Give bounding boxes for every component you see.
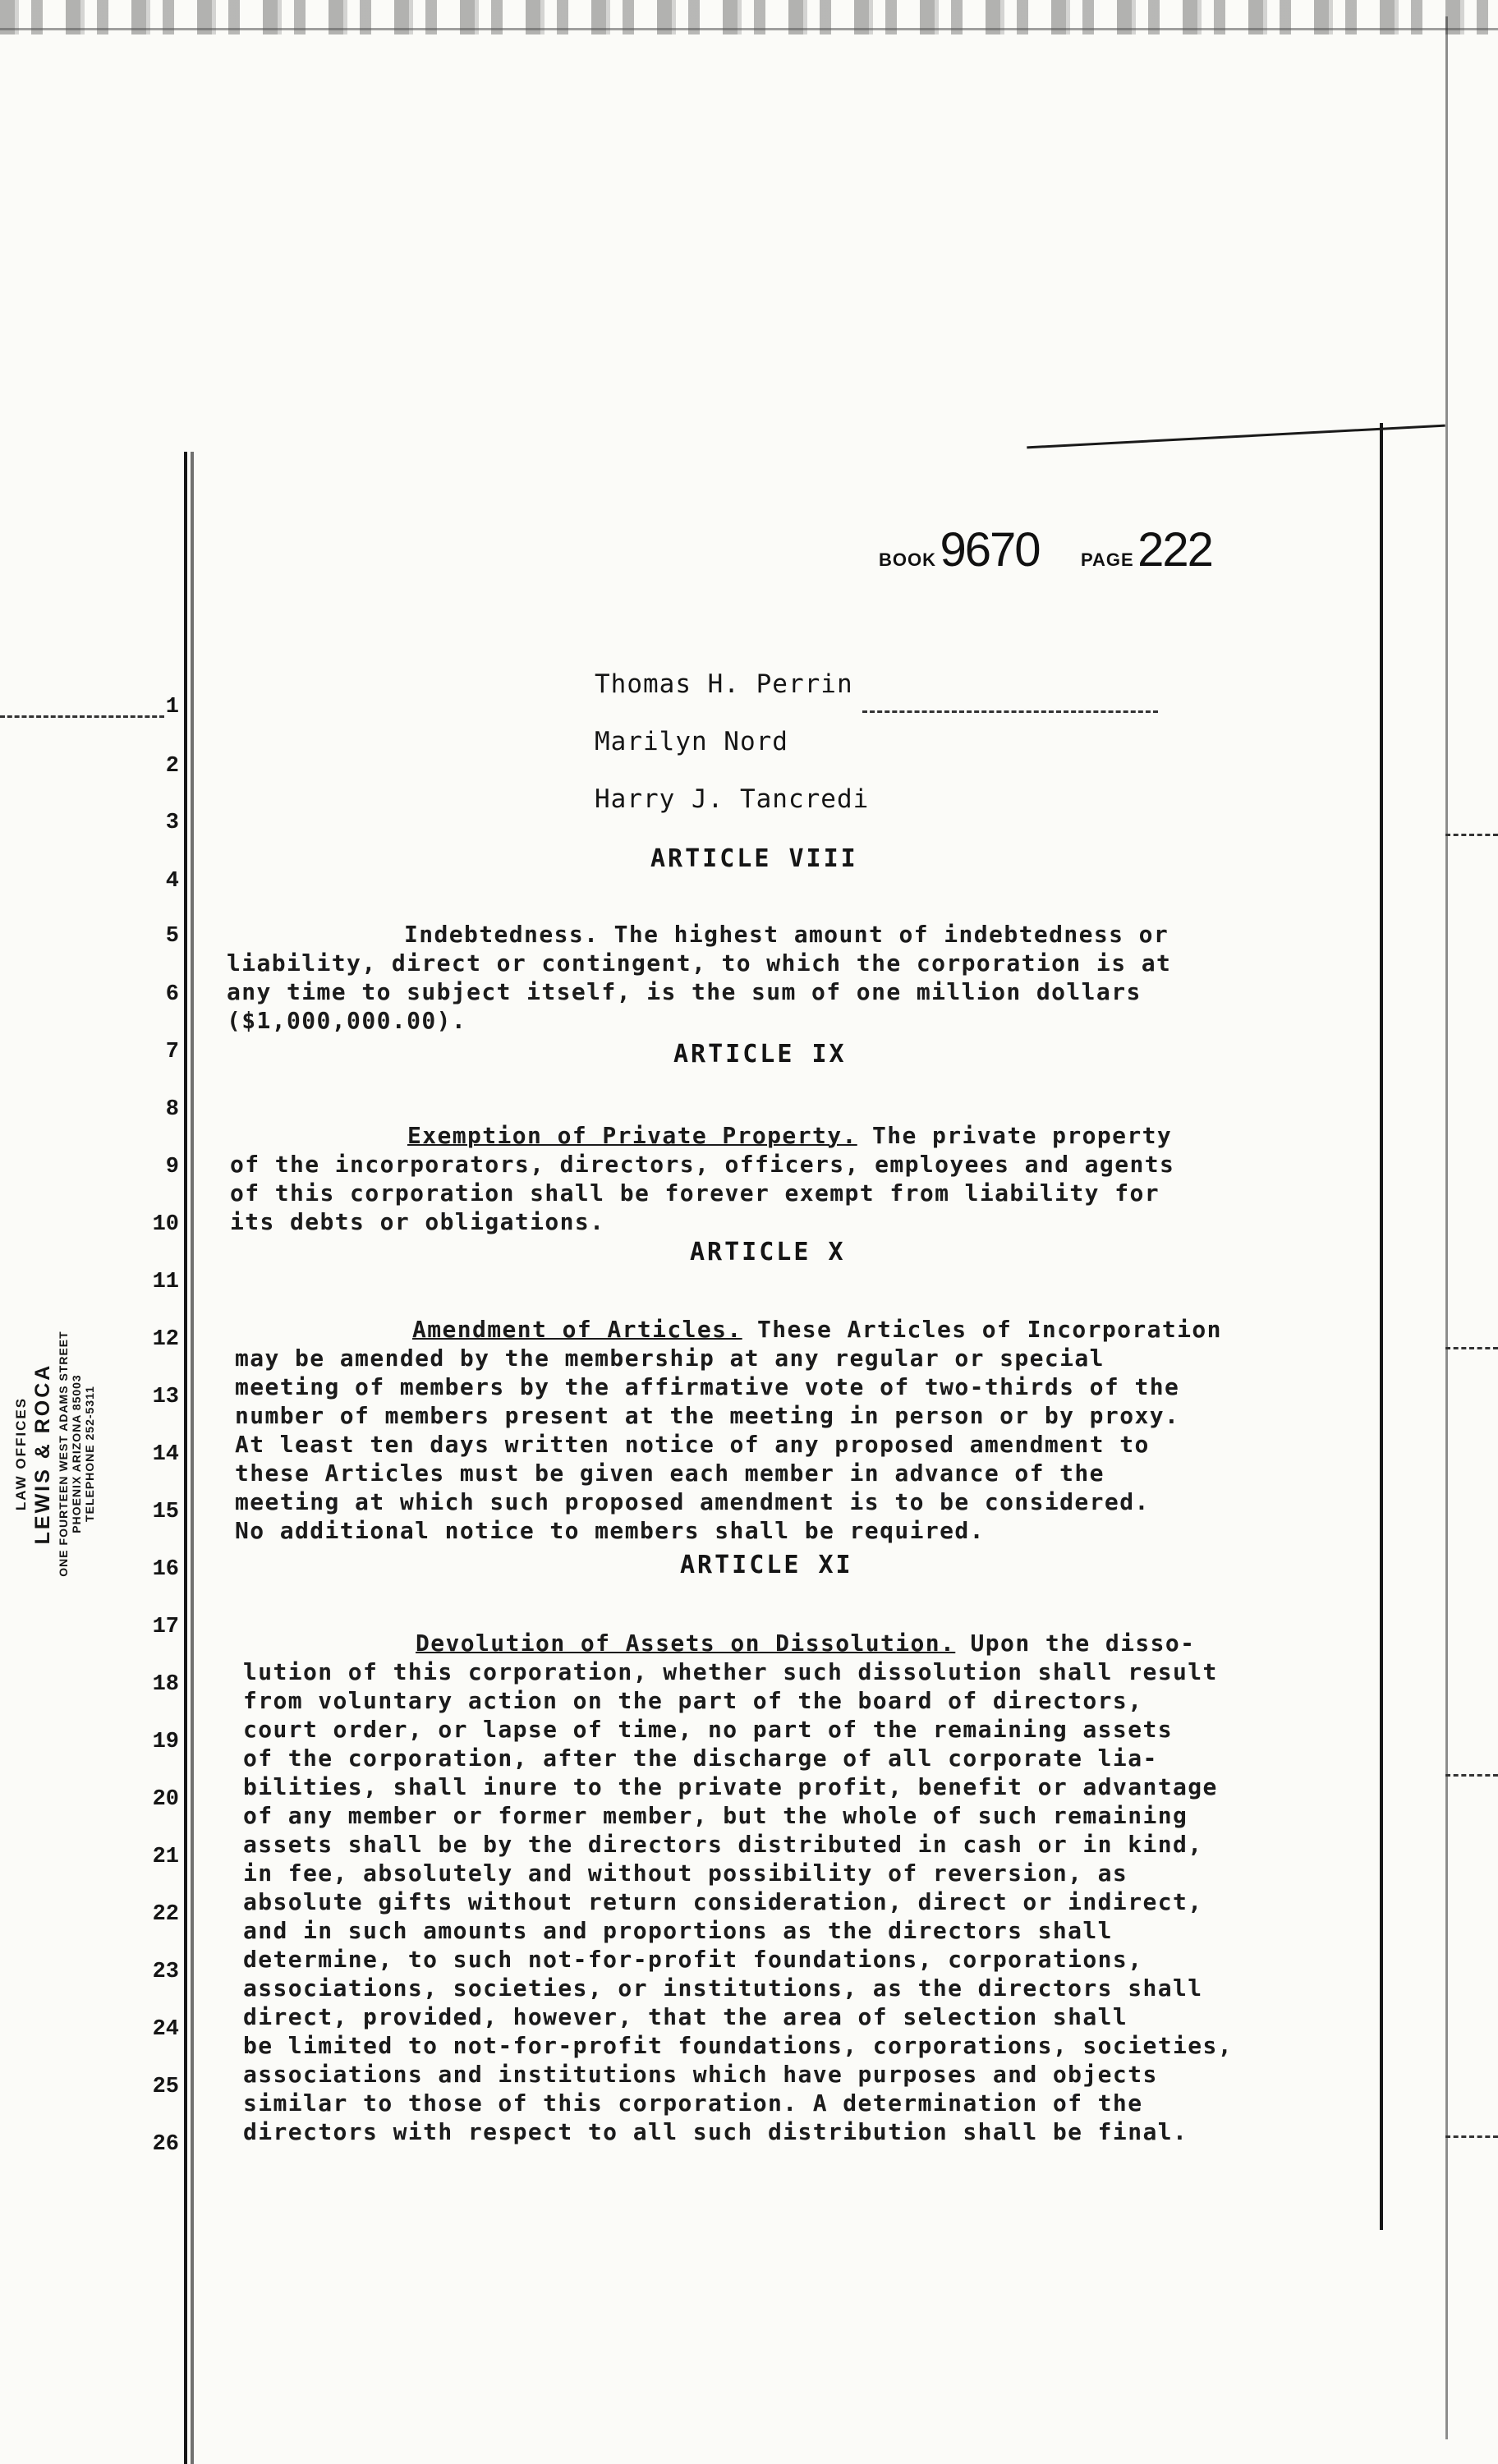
line-number-7: 7 (165, 1040, 179, 1064)
article-viii-heading: ARTICLE VIII (650, 844, 858, 873)
right-edge-dash-4 (1445, 2135, 1498, 2138)
line-number-17: 17 (152, 1615, 179, 1639)
line-number-8: 8 (165, 1097, 179, 1122)
signatory-1: Thomas H. Perrin (595, 669, 853, 699)
page-number: 222 (1137, 523, 1212, 577)
signatory-3: Harry J. Tancredi (595, 784, 870, 814)
line-number-10: 10 (152, 1212, 179, 1237)
signatory-2: Marilyn Nord (595, 727, 788, 756)
article-viii-subheading: Indebtedness. (404, 921, 600, 948)
article-x-text: These Articles of Incorporation may be amended by the membership at any regular or special meeting of members by the affirmative vote of two-thirds of the number of members present at the meeting in person or by proxy. At least ten days written notice of any proposed amendment to these Articles must be given each member in advance of the meeting at which such proposed amendment is to be considered. No additional notice to members shall be required. (235, 1316, 1222, 1544)
line-number-4: 4 (165, 869, 179, 894)
article-x-heading: ARTICLE X (690, 1238, 846, 1266)
article-xi-body (243, 1600, 1372, 2146)
right-tick-dash (862, 710, 1158, 713)
right-edge-dash-1 (1445, 834, 1498, 836)
right-edge-dash-2 (1445, 1347, 1498, 1349)
line-number-2: 2 (165, 754, 179, 779)
book-number: 9670 (940, 523, 1040, 577)
line-number-1: 1 (165, 695, 179, 719)
line-number-5: 5 (165, 924, 179, 949)
line-number-23: 23 (152, 1960, 179, 1984)
line-number-20: 20 (152, 1787, 179, 1812)
book-label: BOOK (879, 549, 936, 570)
line-number-9: 9 (165, 1155, 179, 1179)
scan-right-edge (1445, 16, 1448, 2439)
line-number-12: 12 (152, 1327, 179, 1352)
article-ix-heading: ARTICLE IX (673, 1040, 847, 1069)
law-firm-phone: TELEPHONE 252-5311 (83, 1386, 96, 1522)
article-viii-body (227, 891, 1344, 1035)
book-page-reference (879, 522, 1212, 577)
article-xi-text: Upon the disso- lution of this corporation, whether such dissolution shall result from voluntary action on the part of the board of directors, court order, or lapse of time, no part of the remaining assets of the corporation, after the discharge of all corporate lia- bilities, shall inure to the private profit, benefit or advantage of any member or former member, but the whole of such remaining assets shall be by the directors distributed in cash or in kind, in fee, absolutely and without possibility of reversion, as absolute gifts without return consideration, direct or indirect, and in such amounts and proportions as the directors shall determine, to such not-for-profit foundations, corporations, associations, societies, or institutions, as the directors shall direct, provided, however, that the area of selection shall be limited to not-for-profit foundations, corporations, societies, associations and institutions which have purposes and objects similar to those of this corporation. A determination of the directors with respect to all such distribution shall be final. (243, 1630, 1233, 2145)
line-number-19: 19 (152, 1730, 179, 1754)
line-number-13: 13 (152, 1385, 179, 1409)
article-ix-body (230, 1092, 1347, 1236)
article-xi-heading: ARTICLE XI (680, 1551, 853, 1579)
article-viii-text: The highest amount of indebtedness or liability, direct or contingent, to which the corporation is at any time to subject itself, is the sum of one million dollars ($1,000,000.00). (227, 921, 1172, 1034)
line-number-6: 6 (165, 982, 179, 1007)
line-number-21: 21 (152, 1845, 179, 1869)
line-number-16: 16 (152, 1557, 179, 1582)
line-number-25: 25 (152, 2075, 179, 2099)
line-number-3: 3 (165, 811, 179, 835)
line-number-24: 24 (152, 2017, 179, 2042)
line-number-18: 18 (152, 1672, 179, 1697)
article-x-subheading: Amendment of Articles. (412, 1316, 742, 1343)
law-firm-name: LEWIS & ROCA (31, 1363, 54, 1545)
scan-top-line (0, 28, 1498, 30)
article-xi-subheading: Devolution of Assets on Dissolution. (416, 1630, 956, 1657)
line-number-26: 26 (152, 2132, 179, 2157)
line-number-11: 11 (152, 1270, 179, 1294)
law-office-label: LAW OFFICES (13, 1396, 29, 1511)
line-number-22: 22 (152, 1902, 179, 1927)
page-label: PAGE (1080, 549, 1134, 570)
law-firm-address: ONE FOURTEEN WEST ADAMS STREET (57, 1331, 70, 1577)
line-number-15: 15 (152, 1500, 179, 1524)
right-margin-line (1380, 423, 1383, 2230)
article-ix-subheading: Exemption of Private Property. (407, 1122, 857, 1149)
article-x-body (235, 1286, 1368, 1545)
law-firm-city: PHOENIX ARIZONA 85003 (70, 1374, 83, 1533)
right-edge-dash-3 (1445, 1774, 1498, 1777)
line-number-14: 14 (152, 1442, 179, 1467)
article-ix-text: The private property of the incorporators, directors, officers, employees and agents of this corporation shall be forever exempt from liability for its debts or obligations. (230, 1122, 1175, 1235)
